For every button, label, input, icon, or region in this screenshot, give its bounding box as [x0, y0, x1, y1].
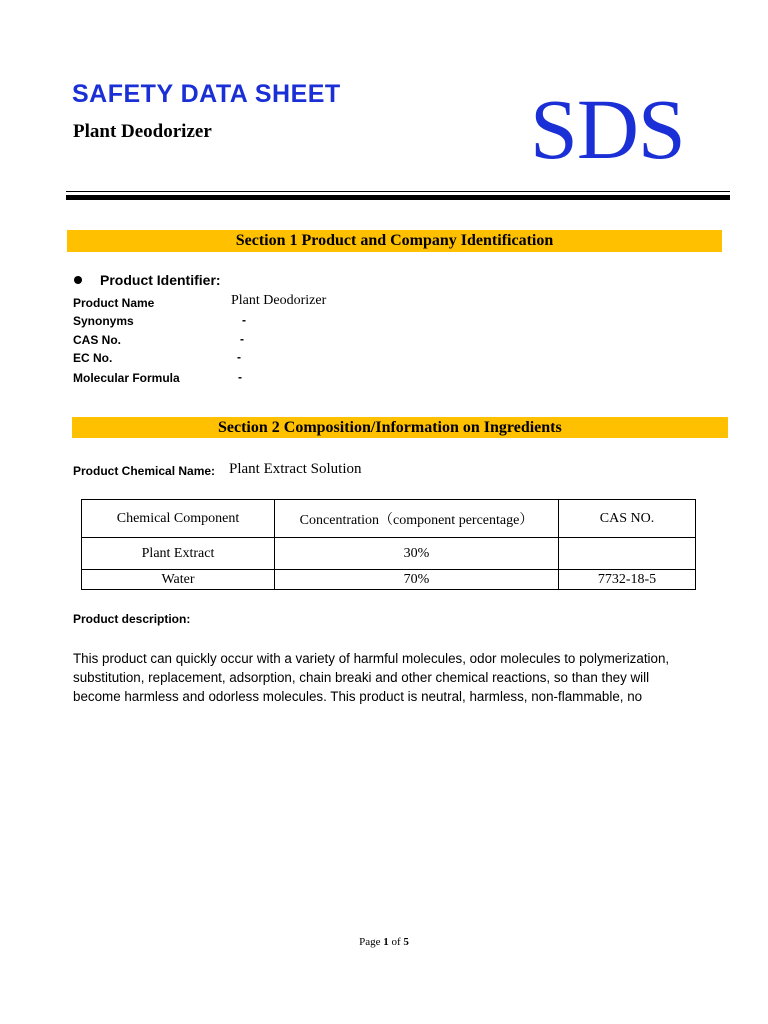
page-total: 5 — [403, 936, 409, 948]
section-1-heading: Section 1 Product and Company Identification — [67, 230, 722, 252]
field-label-molecular-formula: Molecular Formula — [73, 371, 180, 385]
document-title: SAFETY DATA SHEET — [72, 80, 341, 108]
product-identifier-heading: Product Identifier: — [100, 272, 221, 288]
table-cell: Water — [82, 570, 275, 590]
table-cell: 70% — [275, 570, 559, 590]
sds-logo: SDS — [530, 81, 685, 177]
description-line: substitution, replacement, adsorption, chain breaki and other chemical reactions, so than they will — [73, 670, 650, 685]
product-subtitle: Plant Deodorizer — [73, 121, 212, 142]
table-cell: Plant Extract — [82, 538, 275, 570]
page-of: of — [391, 936, 401, 948]
field-value-synonyms: - — [242, 313, 246, 327]
field-value-product-name: Plant Deodorizer — [231, 293, 327, 308]
field-label-synonyms: Synonyms — [73, 314, 134, 328]
table-header-row — [82, 500, 696, 538]
section-2-heading: Section 2 Composition/Information on Ingredients — [72, 417, 728, 438]
page-prefix: Page — [359, 936, 381, 948]
chemical-name-label: Product Chemical Name: — [73, 464, 216, 478]
table-header-cell: Concentration（component percentage） — [275, 500, 559, 538]
field-value-ec-no: - — [237, 350, 241, 364]
ingredients-table — [81, 499, 696, 590]
header-divider-thin — [66, 191, 730, 192]
table-cell: 30% — [275, 538, 559, 570]
table-row — [82, 538, 696, 570]
table-cell: 7732-18-5 — [559, 570, 696, 590]
header-divider-thick — [66, 195, 730, 200]
product-description-heading: Product description: — [73, 612, 191, 626]
page-current: 1 — [383, 936, 389, 948]
table-row — [82, 570, 696, 590]
field-label-product-name: Product Name — [73, 296, 155, 310]
page-number — [0, 936, 768, 948]
field-label-ec-no: EC No. — [73, 351, 113, 365]
table-cell — [559, 538, 696, 570]
table-header-cell: CAS NO. — [559, 500, 696, 538]
product-description-body — [73, 649, 703, 706]
field-value-molecular-formula: - — [238, 370, 242, 384]
field-value-cas-no: - — [240, 332, 244, 346]
chemical-name-value: Plant Extract Solution — [229, 461, 362, 477]
description-line: This product can quickly occur with a variety of harmful molecules, odor molecules to polymerization, — [73, 651, 670, 666]
bullet-icon — [74, 276, 82, 284]
table-header-cell: Chemical Component — [82, 500, 275, 538]
field-label-cas-no: CAS No. — [73, 333, 121, 347]
description-line: become harmless and odorless molecules. This product is neutral, harmless, non-flammable, no — [73, 689, 643, 704]
